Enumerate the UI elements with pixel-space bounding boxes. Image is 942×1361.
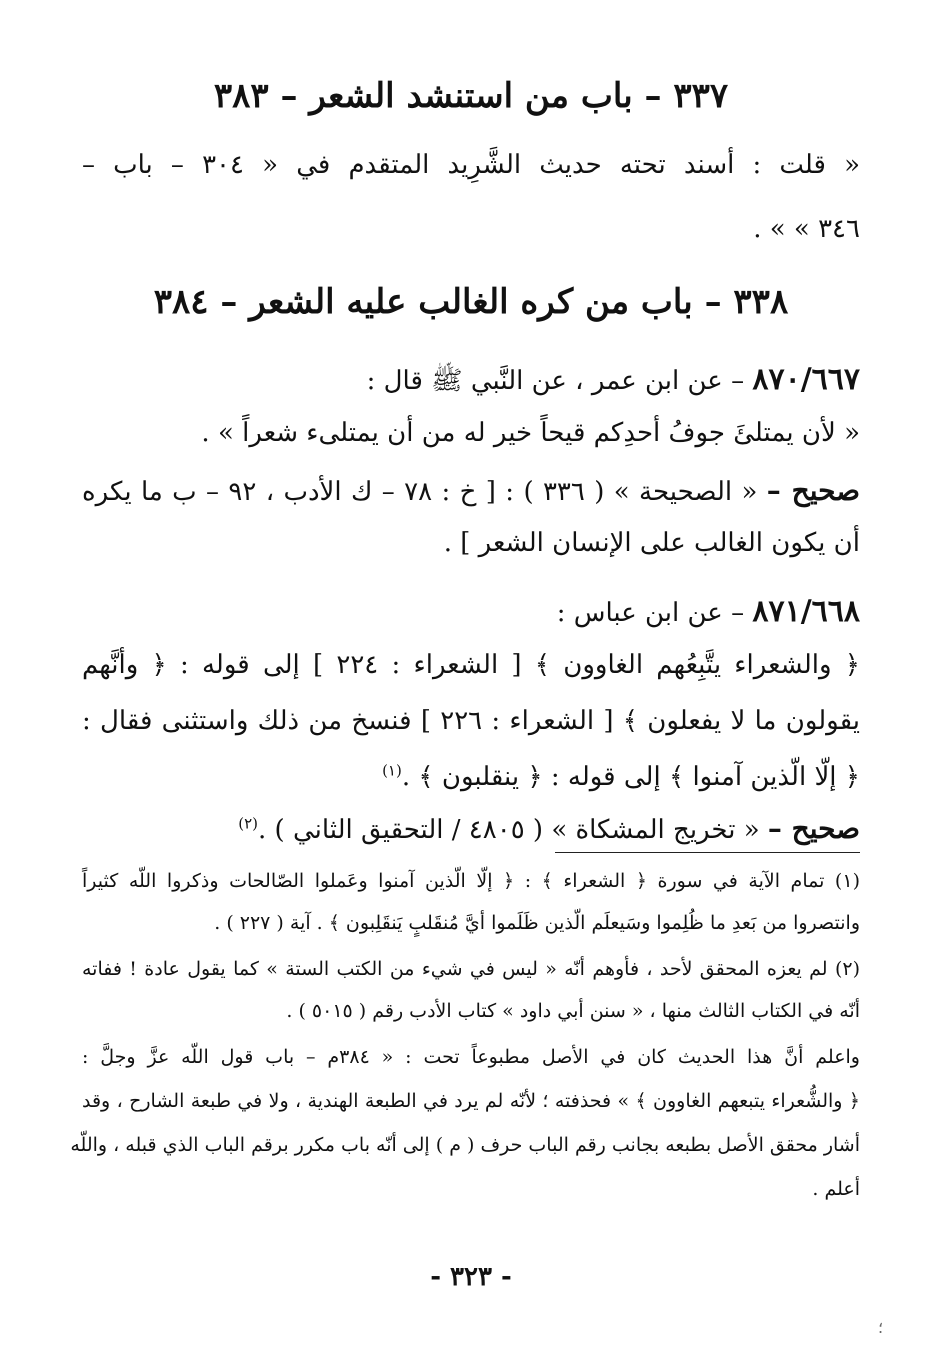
hadith-667-grade-line-2: أن يكون الغالب على الإنسان الشعر ] . (443, 528, 860, 558)
hadith-668-grade-source: « تخريج المشكاة » ( ٤٨٠٥ / التحقيق الثاني ) . (258, 815, 768, 845)
footnote-1-line-2: وانتصروا من بَعدِ ما ظُلِموا وسَيعلَم الّذين ظَلَموا أيَّ مُنقَلبٍ يَنقَلِبون ﴾ . آية ( ٢٢٧ ) . (214, 912, 860, 934)
page-number: - ٣٢٣ - (430, 1262, 512, 1292)
footnote-ref-1: (١) (382, 761, 402, 780)
hadith-667-grade-line-1 (82, 474, 860, 507)
footnote-1-line-1: (١) تمام الآية في سورة ﴿ الشعراء ﴾ : ﴿ إلّا الّذين آمنوا وعَملوا الصّالحات وذكروا اللّه كثيراً (82, 870, 860, 892)
footnote-2-line-3: واعلم أنَّ هذا الحديث كان في الأصل مطبوعاً تحت : « ٣٨٤م – باب قول اللّه عزَّ وجلَّ : (82, 1046, 860, 1068)
hadith-668-line-1: ﴿ والشعراء يتَّبِعُهم الغاوون ﴾ [ الشعراء : ٢٢٤ ] إلى قوله : ﴿ وأنَّهم (82, 650, 860, 680)
footnote-2-line-6: أعلم . (812, 1178, 860, 1200)
hadith-667-grade-label: صحيح – (766, 474, 860, 507)
hadith-667-intro: – عن ابن عمر ، عن النَّبي ﷺ قال : (366, 366, 753, 396)
hadith-667-grade-source: « الصحيحة » ( ٣٣٦ ) : [ خ : ٧٨ – ك الأدب ، ٩٢ – ب ما يكره (82, 477, 767, 507)
footnote-2-line-4: ﴿ والشُّعراء يتبعهم الغاوون ﴾ » فحذفته ؛ لأنّه لم يرد في الطبعة الهندية ، ولا في طبعة الشارح ، وقد (82, 1090, 860, 1112)
chapter-337-note-line-2: ٣٤٦ » » . (753, 214, 860, 244)
footnote-2-line-1: (٢) لم يعزه المحقق لأحد ، فأوهم أنّه « ليس في شيء من الكتب الستة » كما يقول عادة ! ففاته (82, 958, 860, 980)
hadith-668-intro-line (82, 594, 860, 629)
hadith-668-grade-line (82, 812, 860, 845)
edge-mark: ؛ (878, 1318, 884, 1337)
footnote-2-line-5: أشار محقق الأصل بطبعه بجانب رقم الباب حرف ( م ) إلى أنّه باب مكرر برقم الباب الذي قبله ، واللّه (70, 1134, 860, 1156)
chapter-338-heading: ٣٣٨ – باب من كره الغالب عليه الشعر – ٣٨٤ (153, 282, 789, 322)
footnote-2-line-2: أنّه في الكتاب الثالث منها ، « سنن أبي داود » كتاب الأدب رقم ( ٥٠١٥ ) . (286, 1000, 860, 1022)
hadith-668-line-3 (82, 762, 860, 792)
hadith-667-number: ٨٧٠/٦٦٧ (752, 362, 860, 397)
chapter-337-note-line-1: « قلت : أسند تحته حديث الشَّرِيد المتقدم في « ٣٠٤ – باب – (82, 150, 861, 180)
hadith-668-number: ٨٧١/٦٦٨ (752, 594, 860, 629)
chapter-337-heading: ٣٣٧ – باب من استنشد الشعر – ٣٨٣ (213, 76, 729, 116)
hadith-668-grade-label: صحيح – (767, 812, 860, 845)
footnote-ref-2: (٢) (238, 814, 259, 833)
hadith-668-line-3-text: ﴿ إلّا الّذين آمنوا ﴾ إلى قوله : ﴿ ينقلبون ﴾ . (401, 762, 860, 792)
hadith-667-text: « لأن يمتلئَ جوفُ أحدِكم قيحاً خير له من أن يمتلىء شعراً » . (201, 418, 860, 448)
hadith-667-intro-line (82, 362, 860, 402)
hadith-668-intro: – عن ابن عباس : (556, 598, 753, 628)
hadith-668-line-2: يقولون ما لا يفعلون ﴾ [ الشعراء : ٢٢٦ ] فنسخ من ذلك واستثنى فقال : (82, 706, 860, 736)
footnote-separator (555, 852, 860, 853)
